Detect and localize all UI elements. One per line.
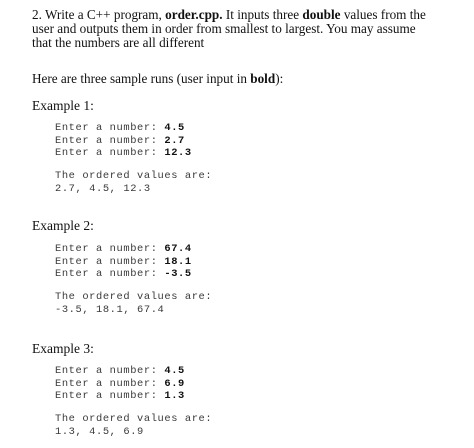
intro-suffix: ):: [275, 71, 284, 86]
example-2-input-1: Enter a number: 67.4: [55, 243, 192, 255]
intro-bold-word: bold: [250, 71, 276, 86]
user-input: 12.3: [164, 147, 192, 159]
example-1-input-2: Enter a number: 2.7: [55, 134, 185, 147]
example-1-result: 2.7, 4.5, 12.3: [55, 182, 151, 195]
user-input: -3.5: [164, 268, 192, 280]
user-input: 2.7: [164, 134, 185, 147]
example-3-input-1: Enter a number: 4.5: [55, 365, 185, 377]
problem-line-1: [32, 8, 462, 22]
example-2-result: -3.5, 18.1, 67.4: [55, 303, 165, 316]
example-2-input-2: Enter a number: 18.1: [55, 255, 192, 268]
example-3-result: 1.3, 4.5, 6.9: [55, 425, 144, 438]
problem-number: 2.: [32, 7, 42, 22]
problem-line-2: user and outputs them in order from smallest to largest. You may assume: [32, 21, 416, 36]
problem-statement: [32, 8, 462, 50]
intro-text: Here are three sample runs (user input in: [32, 71, 251, 86]
user-input: 18.1: [164, 255, 192, 268]
problem-line-3: that the numbers are all different: [32, 35, 205, 50]
example-1-input-1: Enter a number: 4.5: [55, 122, 185, 134]
example-2-input-3: Enter a number: -3.5: [55, 268, 192, 280]
user-input: 67.4: [164, 243, 192, 255]
example-3-input-3: Enter a number: 1.3: [55, 390, 185, 402]
example-1-result-label: The ordered values are:: [55, 170, 213, 182]
example-2-title: Example 2:: [32, 218, 94, 233]
example-1-title: Example 1:: [32, 98, 94, 113]
user-input: 4.5: [164, 122, 185, 134]
example-2-result-label: The ordered values are:: [55, 291, 213, 303]
problem-text-b: It inputs three: [222, 7, 303, 22]
intro-sentence: [32, 72, 283, 86]
problem-text-c: values from the: [340, 7, 426, 22]
example-1-input-3: Enter a number: 12.3: [55, 147, 192, 159]
example-3-result-label: The ordered values are:: [55, 413, 213, 425]
user-input: 4.5: [164, 365, 185, 377]
user-input: 1.3: [164, 390, 185, 402]
example-3-title: Example 3:: [32, 341, 94, 356]
type-keyword: double: [302, 7, 341, 22]
problem-text-a: Write a C++ program,: [44, 7, 166, 22]
program-filename: order.cpp.: [165, 7, 223, 22]
example-3-input-2: Enter a number: 6.9: [55, 377, 185, 390]
user-input: 6.9: [164, 377, 185, 390]
